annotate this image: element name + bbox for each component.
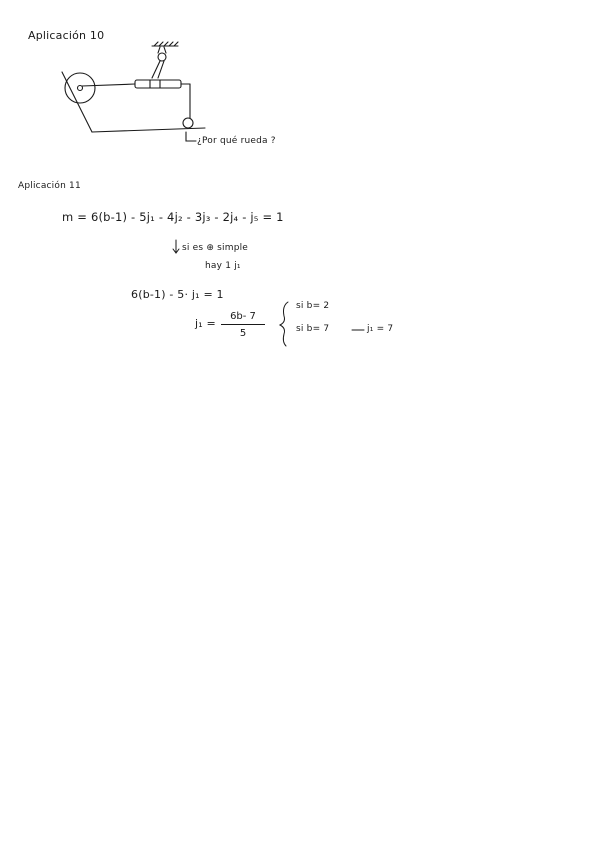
note-hay-1-j1: hay 1 j₁: [205, 261, 241, 271]
case-result-j1: j₁ = 7: [367, 324, 394, 334]
heading-aplicacion-10: Aplicación 10: [28, 29, 105, 42]
j1-label: j₁ =: [195, 317, 216, 330]
note-si-es-simple: si es ⊕ simple: [182, 243, 249, 253]
mobility-formula: m = 6(b-1) - 5j₁ - 4j₂ - 3j₃ - 2j₄ - j₅ = 1: [62, 210, 284, 224]
fraction-denominator: 5: [239, 328, 247, 339]
annotation-por-que-rueda: ¿Por qué rueda ?: [197, 136, 276, 146]
fraction-numerator: 6b- 7: [221, 312, 265, 325]
equation-line: 6(b-1) - 5· j₁ = 1: [131, 288, 224, 301]
case-b-equals-7: si b= 7: [296, 324, 330, 334]
case-b-equals-2: si b= 2: [296, 301, 330, 311]
heading-aplicacion-11: Aplicación 11: [18, 181, 81, 191]
